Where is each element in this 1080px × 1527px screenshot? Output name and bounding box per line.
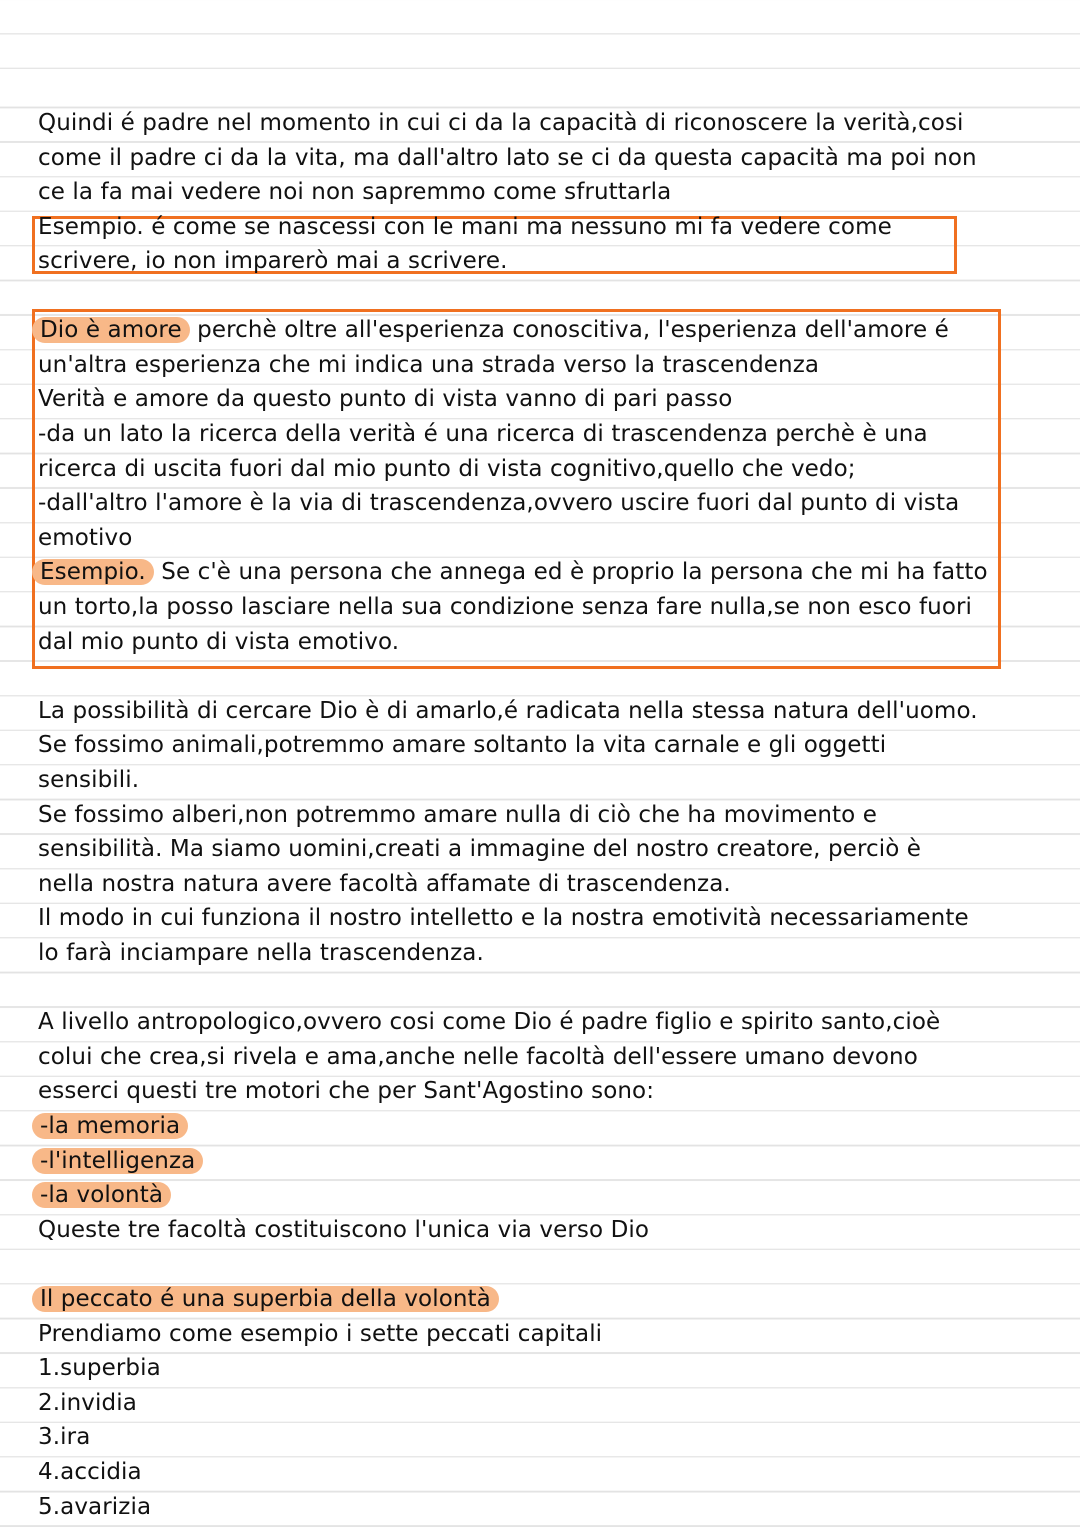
text-line: ricerca di uscita fuori dal mio punto di vista cognitivo,quello che vedo;: [38, 455, 856, 482]
text-line: un'altra esperienza che mi indica una strada verso la trascendenza: [38, 351, 820, 378]
text-line: scrivere, io non imparerò mai a scrivere.: [38, 248, 508, 275]
text-span: Se c'è una persona che annega ed è proprio la persona che mi ha fatto: [153, 559, 988, 586]
highlight-dio-amore: Dio è amore: [32, 317, 190, 343]
text-line: Quindi é padre nel momento in cui ci da la capacità di riconoscere la verità,cosi: [38, 110, 964, 136]
faculty-item: [38, 1144, 203, 1179]
text-line: [38, 555, 988, 590]
text-line: lo farà inciampare nella trascendenza.: [38, 940, 484, 966]
highlight-faculty: -la memoria: [32, 1113, 188, 1139]
text-line: Queste tre facoltà costituiscono l'unica via verso Dio: [38, 1216, 650, 1243]
text-line: esserci questi tre motori che per Sant'Agostino sono:: [38, 1078, 655, 1105]
text-line: -da un lato la ricerca della verità é una ricerca di trascendenza perchè è una: [38, 421, 928, 447]
text-line: Se fossimo animali,potremmo amare soltanto la vita carnale e gli oggetti: [38, 732, 887, 759]
sin-list-item: 4.accidia: [38, 1459, 142, 1485]
text-line: Se fossimo alberi,non potremmo amare nulla di ciò che ha movimento e: [38, 801, 877, 828]
text-line: Il modo in cui funziona il nostro intelletto e la nostra emotività necessariamente: [38, 905, 969, 932]
sin-list-item: 5.avarizia: [38, 1493, 152, 1520]
text-line: emotivo: [38, 524, 133, 551]
sin-list-item: 1.superbia: [38, 1355, 161, 1382]
sin-heading: [38, 1282, 499, 1317]
text-line: Prendiamo come esempio i sette peccati capitali: [38, 1320, 603, 1347]
text-line: sensibili.: [38, 767, 140, 793]
text-line: nella nostra natura avere facoltà affamate di trascendenza.: [38, 870, 731, 897]
text-line: sensibilità. Ma siamo uomini,creati a immagine del nostro creatore, perciò è: [38, 836, 922, 863]
text-line: ce la fa mai vedere noi non sapremmo come sfruttarla: [38, 179, 672, 206]
text-line: -dall'altro l'amore è la via di trascendenza,ovvero uscire fuori dal punto di vista: [38, 490, 960, 517]
text-line: colui che crea,si rivela e ama,anche nelle facoltà dell'essere umano devono: [38, 1043, 918, 1070]
sin-list-item: 2.invidia: [38, 1389, 137, 1416]
highlight-sin-heading: Il peccato é una superbia della volontà: [32, 1286, 499, 1312]
text-line: Esempio. é come se nascessi con le mani ma nessuno mi fa vedere come: [38, 213, 892, 240]
highlight-faculty: -l'intelligenza: [32, 1148, 203, 1174]
highlight-faculty: -la volontà: [32, 1182, 171, 1208]
faculty-item: [38, 1178, 171, 1213]
text-line: come il padre ci da la vita, ma dall'altro lato se ci da questa capacità ma poi non: [38, 144, 977, 171]
sin-list-item: 3.ira: [38, 1424, 91, 1451]
highlight-esempio: Esempio.: [32, 559, 154, 585]
text-line: Verità e amore da questo punto di vista vanno di pari passo: [38, 386, 733, 413]
text-line: La possibilità di cercare Dio è di amarlo,é radicata nella stessa natura dell'uomo.: [38, 697, 978, 724]
text-line: dal mio punto di vista emotivo.: [38, 628, 400, 655]
faculty-item: [38, 1109, 188, 1144]
text-line: [38, 313, 949, 348]
text-span: perchè oltre all'esperienza conoscitiva, l'esperienza dell'amore é: [189, 317, 949, 344]
text-line: A livello antropologico,ovvero cosi come Dio é padre figlio e spirito santo,cioè: [38, 1009, 941, 1036]
text-line: un torto,la posso lasciare nella sua condizione senza fare nulla,se non esco fuori: [38, 594, 973, 620]
